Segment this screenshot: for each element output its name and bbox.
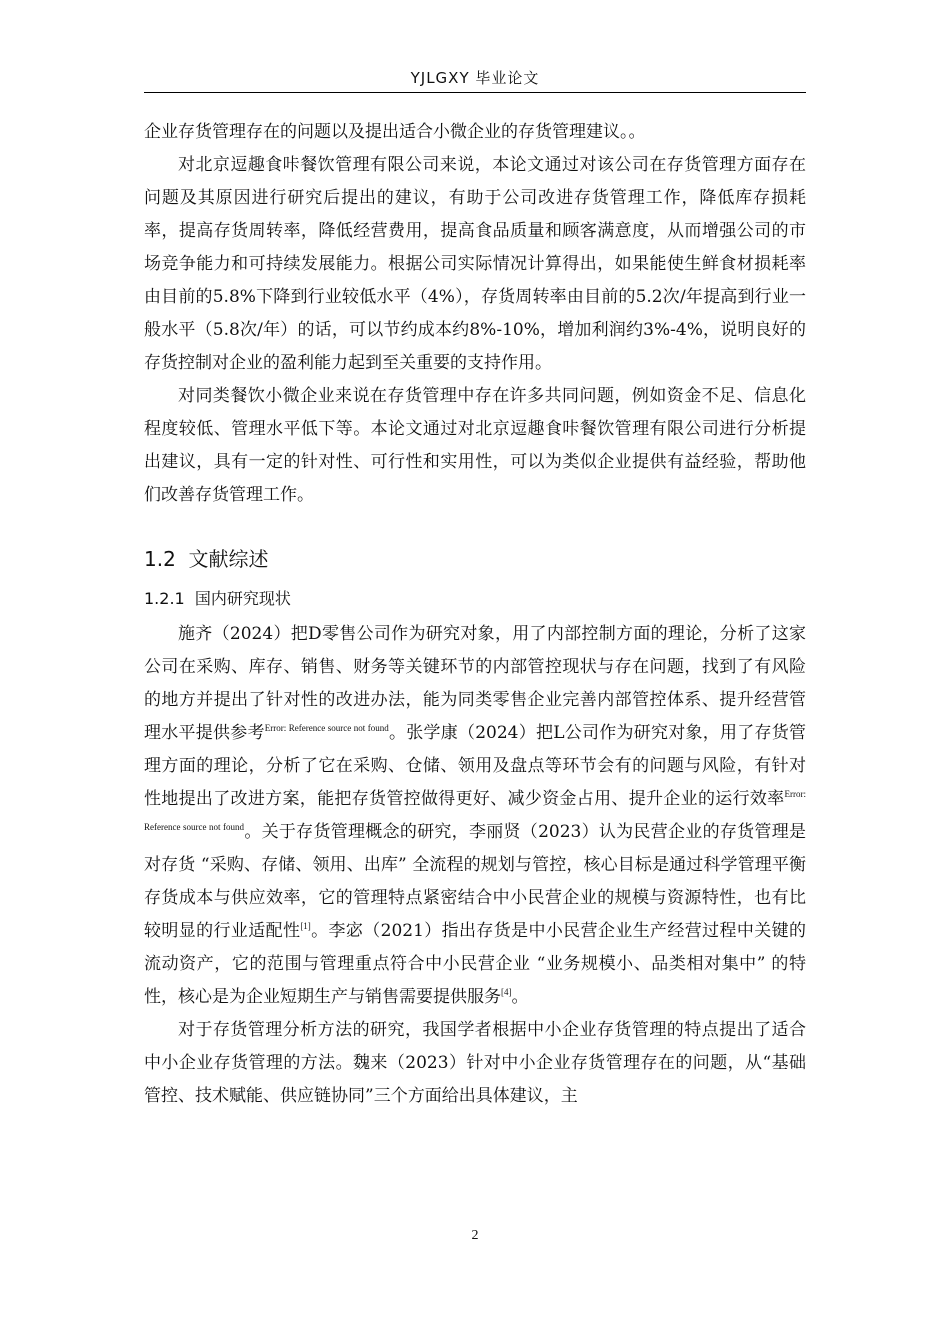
paragraph: 对同类餐饮小微企业来说在存货管理中存在许多共同问题，例如资金不足、信息化程度较低、管理水平低下等。本论文通过对北京逗趣食咔餐饮管理有限公司进行分析提出建议，具有一定的针对性、可行性和实用性，可以为类似企业提供有益经验，帮助他们改善存货管理工作。 — [144, 386, 806, 505]
section-heading — [144, 542, 806, 576]
header-title: YJLGXY 毕业论文 — [410, 69, 540, 87]
section-number: 1.2 — [144, 547, 176, 571]
paragraph — [144, 618, 806, 1014]
paragraph-text: 施齐（2024）把D零售公司作为研究对象，用了内部控制方面的理论，分析了这家公司在采购、库存、销售、财务等关键环节的内部管控现状与存在问题，找到了有风险的地方并提出了针对性的改进办法，能为同类零售企业完善内部管控体系、提升经营管理水平提供参考 — [144, 624, 806, 743]
page-number: 2 — [471, 1228, 479, 1243]
section-title: 文献综述 — [188, 547, 269, 571]
paragraph-text: 。张学康（2024）把L公司作为研究对象，用了存货管理方面的理论，分析了它在采购、仓储、领用及盘点等环节会有的问题与风险，有针对性地提出了改进方案，能把存货管控做得更好、减少资金占用、提升企业的运行效率 — [144, 723, 806, 809]
document-body — [144, 116, 806, 1113]
citation-error: Error: Reference source not found — [144, 789, 806, 832]
citation-error: Error: Reference source not found — [264, 723, 389, 733]
paragraph: 企业存货管理存在的问题以及提出适合小微企业的存货管理建议。。 — [144, 122, 646, 142]
subsection-number: 1.2.1 — [144, 589, 185, 608]
subsection-heading — [144, 584, 806, 614]
paragraph-text: 。 — [511, 987, 529, 1007]
paragraph: 对于存货管理分析方法的研究，我国学者根据中小企业存货管理的特点提出了适合中小企业存货管理的方法。魏来（2023）针对中小企业存货管理存在的问题，从“基础管控、技术赋能、供应链协同”三个方面给出具体建议，主 — [144, 1020, 806, 1106]
page-header — [144, 66, 806, 93]
paragraph-text: 。关于存货管理概念的研究，李丽贤（2023）认为民营企业的存货管理是对存货 “采购、存储、领用、出库” 全流程的规划与管控，核心目标是通过科学管理平衡存货成本与供应效率，它的管理特点紧密结合中小民营企业的规模与资源特性，也有比较明显的行业适配性 — [144, 822, 806, 941]
paragraph-text: 。李宓（2021）指出存货是中小民营企业生产经营过程中关键的流动资产，它的范围与管理重点符合中小民营企业 “业务规模小、品类相对集中” 的特性，核心是为企业短期生产与销售需要提供服务 — [144, 921, 807, 1007]
subsection-title: 国内研究现状 — [194, 589, 291, 608]
citation: [4] — [501, 987, 512, 997]
paragraph: 对北京逗趣食咔餐饮管理有限公司来说，本论文通过对该公司在存货管理方面存在问题及其原因进行研究后提出的建议，有助于公司改进存货管理工作，降低库存损耗率，提高存货周转率，降低经营费用，提高食品质量和顾客满意度，从而增强公司的市场竞争能力和可持续发展能力。根据公司实际情况计算得出，如果能使生鲜食材损耗率由目前的5.8%下降到行业较低水平（4%），存货周转率由目前的5.2次/年提高到行业一般水平（5.8次/年）的话，可以节约成本约8%-10%，增加利润约3%-4%，说明良好的存货控制对企业的盈利能力起到至关重要的支持作用。 — [144, 155, 806, 373]
citation: [1] — [300, 921, 311, 931]
